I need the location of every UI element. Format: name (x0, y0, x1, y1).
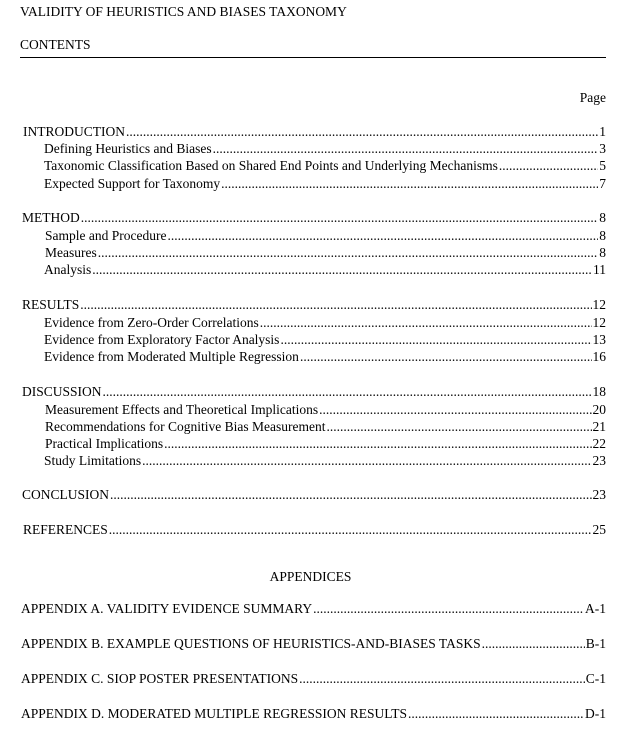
toc-entry-page: 18 (592, 384, 606, 399)
toc-leader (221, 175, 598, 193)
toc-entry-results[interactable] (22, 296, 606, 314)
toc-entry-page: 23 (592, 487, 606, 502)
appendix-entry-page: D-1 (585, 706, 606, 721)
appendix-leader (408, 705, 584, 723)
toc-entry-taxonomic-classification[interactable] (44, 157, 606, 175)
appendices-heading: APPENDICES (269, 569, 352, 584)
contents-heading: CONTENTS (20, 37, 91, 52)
toc-entry-page: 21 (592, 419, 606, 434)
toc-entry-zero-order[interactable] (44, 314, 606, 332)
toc-entry-label: Measurement Effects and Theoretical Implications (45, 402, 319, 417)
toc-entry-references[interactable] (23, 521, 606, 539)
toc-entry-measures[interactable] (45, 244, 606, 262)
toc-entry-sample-procedure[interactable] (45, 227, 606, 245)
toc-entry-label: Evidence from Exploratory Factor Analysis (44, 332, 280, 347)
appendix-entry-d[interactable] (21, 705, 606, 723)
toc-entry-analysis[interactable] (44, 261, 606, 279)
toc-entry-introduction[interactable] (23, 123, 606, 141)
toc-entry-label: Evidence from Zero-Order Correlations (44, 315, 259, 330)
toc-leader (92, 261, 592, 279)
appendix-entry-page: A-1 (585, 601, 606, 616)
toc-entry-label: Taxonomic Classification Based on Shared End Points and Underlying Mechanisms (44, 158, 498, 173)
toc-entry-label: DISCUSSION (22, 384, 102, 399)
appendix-leader (482, 635, 585, 653)
toc-leader (300, 348, 592, 366)
toc-leader (142, 452, 591, 470)
toc-entry-page: 8 (599, 245, 606, 260)
toc-leader (110, 486, 591, 504)
toc-entry-page: 13 (592, 332, 606, 347)
toc-entry-label: Recommendations for Cognitive Bias Measurement (45, 419, 326, 434)
toc-leader (499, 157, 598, 175)
toc-entry-label: Analysis (44, 262, 92, 277)
toc-leader (109, 521, 592, 539)
appendix-entry-page: C-1 (585, 671, 606, 686)
appendix-leader (299, 670, 585, 688)
toc-entry-discussion[interactable] (22, 383, 606, 401)
toc-leader (260, 314, 592, 332)
appendix-entry-label: APPENDIX B. EXAMPLE QUESTIONS OF HEURISTICS-AND-BIASES TASKS (21, 636, 481, 651)
toc-entry-page: 5 (599, 158, 606, 173)
toc-entry-label: CONCLUSION (22, 487, 110, 502)
toc-entry-label: Practical Implications (45, 436, 164, 451)
toc-entry-page: 8 (599, 228, 606, 243)
toc-entry-label: Expected Support for Taxonomy (44, 176, 221, 191)
toc-entry-measurement-effects[interactable] (45, 401, 606, 419)
toc-leader (326, 418, 591, 436)
toc-entry-page: 12 (592, 297, 606, 312)
toc-entry-page: 8 (599, 210, 606, 225)
appendix-leader (313, 600, 584, 618)
toc-entry-page: 7 (599, 176, 606, 191)
toc-entry-label: Study Limitations (44, 453, 142, 468)
toc-entry-label: INTRODUCTION (23, 124, 125, 139)
toc-entry-page: 23 (592, 453, 606, 468)
toc-leader (103, 383, 592, 401)
appendix-entry-a[interactable] (21, 600, 606, 618)
toc-entry-page: 3 (599, 141, 606, 156)
toc-entry-label: REFERENCES (23, 522, 108, 537)
toc-entry-exploratory-factor[interactable] (44, 331, 606, 349)
appendix-entry-label: APPENDIX A. VALIDITY EVIDENCE SUMMARY (21, 601, 313, 616)
toc-entry-practical-implications[interactable] (45, 435, 606, 453)
toc-leader (164, 435, 591, 453)
appendix-entry-c[interactable] (21, 670, 606, 688)
toc-entry-page: 12 (592, 315, 606, 330)
toc-entry-label: Sample and Procedure (45, 228, 167, 243)
toc-leader (98, 244, 599, 262)
toc-entry-page: 11 (593, 262, 606, 277)
toc-entry-study-limitations[interactable] (44, 452, 606, 470)
toc-leader (319, 401, 591, 419)
header-divider (20, 57, 606, 58)
page-column-label: Page (579, 90, 606, 105)
toc-leader (167, 227, 598, 245)
toc-entry-method[interactable] (22, 209, 606, 227)
toc-entry-label: Measures (45, 245, 97, 260)
appendix-entry-page: B-1 (585, 636, 606, 651)
toc-entry-moderated-regression[interactable] (44, 348, 606, 366)
toc-entry-page: 1 (599, 124, 606, 139)
toc-entry-label: METHOD (22, 210, 80, 225)
toc-entry-label: Evidence from Moderated Multiple Regression (44, 349, 299, 364)
toc-entry-conclusion[interactable] (22, 486, 606, 504)
toc-leader (80, 296, 591, 314)
appendix-entry-label: APPENDIX C. SIOP POSTER PRESENTATIONS (21, 671, 299, 686)
appendix-entry-b[interactable] (21, 635, 606, 653)
toc-entry-recommendations[interactable] (45, 418, 606, 436)
toc-entry-label: Defining Heuristics and Biases (44, 141, 212, 156)
appendix-entry-label: APPENDIX D. MODERATED MULTIPLE REGRESSION RESULTS (21, 706, 408, 721)
toc-leader (81, 209, 599, 227)
toc-leader (213, 140, 599, 158)
toc-entry-defining-heuristics[interactable] (44, 140, 606, 158)
toc-leader (280, 331, 591, 349)
toc-leader (126, 123, 598, 141)
toc-entry-page: 20 (592, 402, 606, 417)
toc-entry-label: RESULTS (22, 297, 80, 312)
toc-entry-page: 16 (592, 349, 606, 364)
toc-entry-page: 22 (592, 436, 606, 451)
toc-entry-expected-support[interactable] (44, 175, 606, 193)
toc-entry-page: 25 (592, 522, 606, 537)
document-title: VALIDITY OF HEURISTICS AND BIASES TAXONOMY (20, 4, 347, 19)
